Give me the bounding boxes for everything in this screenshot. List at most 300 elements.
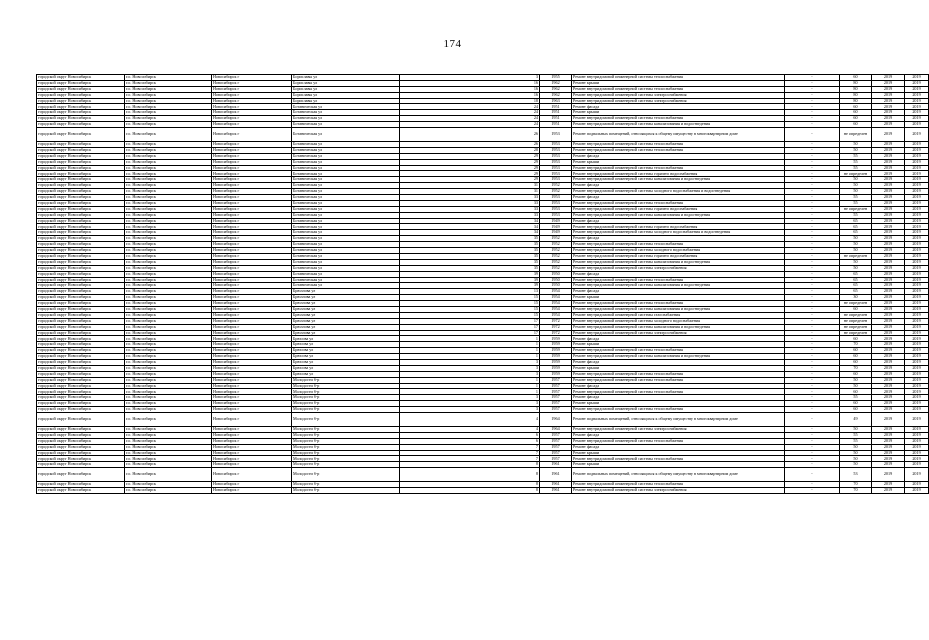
house-number-cell: 1 <box>400 354 540 360</box>
year-to-cell: 2019 <box>905 159 929 165</box>
house-number-cell: 35 <box>400 236 540 242</box>
year-to-cell: 2019 <box>905 295 929 301</box>
work-type-cell: Ремонт внутридомовой инженерной системы канализования и водоотведения <box>572 306 785 312</box>
year-to-cell: 2019 <box>905 200 929 206</box>
municipality-cell: г.о. Новосибирск <box>125 450 212 456</box>
municipality-cell: г.о. Новосибирск <box>125 342 212 348</box>
house-number-cell: 7 <box>400 456 540 462</box>
dash-cell: - <box>785 171 840 177</box>
city-cell: Новосибирск г <box>212 426 292 432</box>
year-to-cell: 2019 <box>905 171 929 177</box>
norm-cell: 60 <box>840 306 872 312</box>
year-to-cell: 2019 <box>905 365 929 371</box>
street-cell: Молодости б-р <box>292 401 400 407</box>
district-cell: городской округ Новосибирск <box>37 488 125 494</box>
norm-cell: не определен <box>840 330 872 336</box>
street-cell: Брюллова ул <box>292 318 400 324</box>
work-type-cell: Ремонт крыши <box>572 295 785 301</box>
house-number-cell: 1 <box>400 342 540 348</box>
street-cell: Молодости б-р <box>292 412 400 426</box>
municipality-cell: г.о. Новосибирск <box>125 171 212 177</box>
district-cell: городской округ Новосибирск <box>37 371 125 377</box>
year-from-cell: 2019 <box>872 354 905 360</box>
city-cell: Новосибирск г <box>212 401 292 407</box>
year-to-cell: 2019 <box>905 468 929 482</box>
build-year-cell: 1949 <box>540 218 572 224</box>
work-type-cell: Ремонт внутридомовой инженерной системы газоснабжения <box>572 312 785 318</box>
street-cell: Молодости б-р <box>292 488 400 494</box>
city-cell: Новосибирск г <box>212 271 292 277</box>
work-type-cell: Ремонт внутридомовой инженерной системы теплоснабжения <box>572 371 785 377</box>
work-type-cell: Ремонт внутридомовой инженерной системы холодного водоснабжения и водоотведения <box>572 230 785 236</box>
work-type-cell: Ремонт подвальных помещений, относящихся к общему имуществу в многоквартирном доме <box>572 128 785 142</box>
district-cell: городской округ Новосибирск <box>37 359 125 365</box>
work-type-cell: Ремонт внутридомовой инженерной системы горячего водоснабжения <box>572 206 785 212</box>
norm-cell: 60 <box>840 359 872 365</box>
build-year-cell: 1953 <box>540 128 572 142</box>
year-from-cell: 2019 <box>872 116 905 122</box>
work-type-cell: Ремонт внутридомовой инженерной системы теплоснабжения <box>572 482 785 488</box>
house-number-cell: 24 <box>400 116 540 122</box>
year-to-cell: 2019 <box>905 277 929 283</box>
year-from-cell: 2019 <box>872 104 905 110</box>
district-cell: городской округ Новосибирск <box>37 122 125 128</box>
city-cell: Новосибирск г <box>212 200 292 206</box>
street-cell: Ботаническая ул <box>292 230 400 236</box>
year-to-cell: 2019 <box>905 98 929 104</box>
district-cell: городской округ Новосибирск <box>37 318 125 324</box>
street-cell: Ботаническая ул <box>292 165 400 171</box>
norm-cell: 60 <box>840 401 872 407</box>
year-from-cell: 2019 <box>872 438 905 444</box>
municipality-cell: г.о. Новосибирск <box>125 224 212 230</box>
house-number-cell: 15 <box>400 295 540 301</box>
house-number-cell: 34 <box>400 230 540 236</box>
build-year-cell: 1953 <box>540 195 572 201</box>
build-year-cell: 1959 <box>540 342 572 348</box>
house-number-cell: 31 <box>400 189 540 195</box>
dash-cell: - <box>785 189 840 195</box>
district-cell: городской округ Новосибирск <box>37 312 125 318</box>
year-to-cell: 2019 <box>905 253 929 259</box>
norm-cell: 55 <box>840 395 872 401</box>
build-year-cell: 1953 <box>540 147 572 153</box>
dash-cell: - <box>785 318 840 324</box>
street-cell: Молодости б-р <box>292 444 400 450</box>
build-year-cell: 1959 <box>540 359 572 365</box>
city-cell: Новосибирск г <box>212 128 292 142</box>
norm-cell: не определен <box>840 171 872 177</box>
city-cell: Новосибирск г <box>212 359 292 365</box>
municipality-cell: г.о. Новосибирск <box>125 456 212 462</box>
house-number-cell: 29 <box>400 177 540 183</box>
year-from-cell: 2019 <box>872 407 905 413</box>
district-cell: городской округ Новосибирск <box>37 450 125 456</box>
municipality-cell: г.о. Новосибирск <box>125 482 212 488</box>
build-year-cell: 1957 <box>540 395 572 401</box>
norm-cell: 55 <box>840 432 872 438</box>
city-cell: Новосибирск г <box>212 80 292 86</box>
year-from-cell: 2019 <box>872 200 905 206</box>
city-cell: Новосибирск г <box>212 248 292 254</box>
year-from-cell: 2019 <box>872 395 905 401</box>
year-from-cell: 2019 <box>872 365 905 371</box>
build-year-cell: 1959 <box>540 371 572 377</box>
street-cell: Ботаническая ул <box>292 153 400 159</box>
city-cell: Новосибирск г <box>212 104 292 110</box>
year-from-cell: 2019 <box>872 259 905 265</box>
district-cell: городской округ Новосибирск <box>37 128 125 142</box>
norm-cell: 50 <box>840 426 872 432</box>
build-year-cell: 1953 <box>540 153 572 159</box>
municipality-cell: г.о. Новосибирск <box>125 110 212 116</box>
year-from-cell: 2019 <box>872 230 905 236</box>
municipality-cell: г.о. Новосибирск <box>125 306 212 312</box>
municipality-cell: г.о. Новосибирск <box>125 383 212 389</box>
municipality-cell: г.о. Новосибирск <box>125 271 212 277</box>
street-cell: Брюсова ул <box>292 371 400 377</box>
build-year-cell: 1959 <box>540 348 572 354</box>
year-to-cell: 2019 <box>905 456 929 462</box>
municipality-cell: г.о. Новосибирск <box>125 104 212 110</box>
street-cell: Ботаническая ул <box>292 283 400 289</box>
street-cell: Молодости б-р <box>292 456 400 462</box>
city-cell: Новосибирск г <box>212 224 292 230</box>
district-cell: городской округ Новосибирск <box>37 200 125 206</box>
build-year-cell: 1953 <box>540 212 572 218</box>
municipality-cell: г.о. Новосибирск <box>125 259 212 265</box>
street-cell: Бориславы ул <box>292 92 400 98</box>
district-cell: городской округ Новосибирск <box>37 456 125 462</box>
work-type-cell: Ремонт внутридомовой инженерной системы электроснабжения <box>572 92 785 98</box>
build-year-cell: 1953 <box>540 165 572 171</box>
year-to-cell: 2019 <box>905 110 929 116</box>
work-type-cell: Ремонт крыши <box>572 365 785 371</box>
year-from-cell: 2019 <box>872 318 905 324</box>
street-cell: Ботаническая ул <box>292 277 400 283</box>
dash-cell: - <box>785 432 840 438</box>
municipality-cell: г.о. Новосибирск <box>125 438 212 444</box>
year-to-cell: 2019 <box>905 395 929 401</box>
house-number-cell: 3 <box>400 359 540 365</box>
house-number-cell: 13 <box>400 289 540 295</box>
year-to-cell: 2019 <box>905 371 929 377</box>
work-type-cell: Ремонт внутридомовой инженерной системы холодного водоснабжения <box>572 248 785 254</box>
district-cell: городской округ Новосибирск <box>37 153 125 159</box>
year-from-cell: 2019 <box>872 189 905 195</box>
build-year-cell: 1957 <box>540 389 572 395</box>
dash-cell: - <box>785 444 840 450</box>
work-type-cell: Ремонт фасада <box>572 395 785 401</box>
build-year-cell: 1961 <box>540 482 572 488</box>
dash-cell: - <box>785 98 840 104</box>
street-cell: Бориславы ул <box>292 86 400 92</box>
municipality-cell: г.о. Новосибирск <box>125 189 212 195</box>
dash-cell: - <box>785 248 840 254</box>
dash-cell: - <box>785 177 840 183</box>
dash-cell: - <box>785 183 840 189</box>
city-cell: Новосибирск г <box>212 432 292 438</box>
year-from-cell: 2019 <box>872 283 905 289</box>
municipality-cell: г.о. Новосибирск <box>125 165 212 171</box>
norm-cell: 65 <box>840 271 872 277</box>
city-cell: Новосибирск г <box>212 377 292 383</box>
house-number-cell: 35 <box>400 248 540 254</box>
year-to-cell: 2019 <box>905 289 929 295</box>
district-cell: городской округ Новосибирск <box>37 444 125 450</box>
norm-cell: 50 <box>840 189 872 195</box>
city-cell: Новосибирск г <box>212 482 292 488</box>
city-cell: Новосибирск г <box>212 212 292 218</box>
year-from-cell: 2019 <box>872 312 905 318</box>
build-year-cell: 1952 <box>540 253 572 259</box>
dash-cell: - <box>785 265 840 271</box>
year-from-cell: 2019 <box>872 206 905 212</box>
build-year-cell: 1951 <box>540 116 572 122</box>
norm-cell: 55 <box>840 165 872 171</box>
dash-cell: - <box>785 218 840 224</box>
dash-cell: - <box>785 365 840 371</box>
build-year-cell: 1954 <box>540 295 572 301</box>
build-year-cell: 1954 <box>540 301 572 307</box>
street-cell: Брюллова ул <box>292 295 400 301</box>
street-cell: Молодости б-р <box>292 432 400 438</box>
municipality-cell: г.о. Новосибирск <box>125 128 212 142</box>
work-type-cell: Ремонт внутридомовой инженерной системы электроснабжения <box>572 265 785 271</box>
city-cell: Новосибирск г <box>212 336 292 342</box>
municipality-cell: г.о. Новосибирск <box>125 365 212 371</box>
work-type-cell: Ремонт фасада <box>572 359 785 365</box>
dash-cell: - <box>785 342 840 348</box>
municipality-cell: г.о. Новосибирск <box>125 444 212 450</box>
street-cell: Молодости б-р <box>292 468 400 482</box>
house-number-cell: 3 <box>400 401 540 407</box>
house-number-cell: 28 <box>400 147 540 153</box>
year-from-cell: 2019 <box>872 242 905 248</box>
city-cell: Новосибирск г <box>212 230 292 236</box>
district-cell: городской округ Новосибирск <box>37 342 125 348</box>
work-type-cell: Ремонт внутридомовой инженерной системы теплоснабжения <box>572 200 785 206</box>
norm-cell: 50 <box>840 142 872 148</box>
year-to-cell: 2019 <box>905 122 929 128</box>
norm-cell: 60 <box>840 122 872 128</box>
district-cell: городской округ Новосибирск <box>37 407 125 413</box>
norm-cell: не определен <box>840 318 872 324</box>
build-year-cell: 1953 <box>540 206 572 212</box>
norm-cell: 55 <box>840 153 872 159</box>
municipality-cell: г.о. Новосибирск <box>125 230 212 236</box>
city-cell: Новосибирск г <box>212 98 292 104</box>
city-cell: Новосибирск г <box>212 86 292 92</box>
build-year-cell: 1962 <box>540 80 572 86</box>
city-cell: Новосибирск г <box>212 306 292 312</box>
district-cell: городской округ Новосибирск <box>37 212 125 218</box>
district-cell: городской округ Новосибирск <box>37 468 125 482</box>
year-from-cell: 2019 <box>872 324 905 330</box>
street-cell: Ботаническая ул <box>292 200 400 206</box>
street-cell: Ботаническая ул <box>292 265 400 271</box>
municipality-cell: г.о. Новосибирск <box>125 371 212 377</box>
house-number-cell: 7 <box>400 450 540 456</box>
house-number-cell: 33 <box>400 195 540 201</box>
city-cell: Новосибирск г <box>212 165 292 171</box>
street-cell: Брюллова ул <box>292 312 400 318</box>
district-cell: городской округ Новосибирск <box>37 195 125 201</box>
municipality-cell: г.о. Новосибирск <box>125 159 212 165</box>
year-from-cell: 2019 <box>872 153 905 159</box>
house-number-cell: 35 <box>400 253 540 259</box>
norm-cell: 55 <box>840 159 872 165</box>
district-cell: городской округ Новосибирск <box>37 177 125 183</box>
city-cell: Новосибирск г <box>212 242 292 248</box>
year-to-cell: 2019 <box>905 128 929 142</box>
year-to-cell: 2019 <box>905 444 929 450</box>
city-cell: Новосибирск г <box>212 159 292 165</box>
district-cell: городской округ Новосибирск <box>37 330 125 336</box>
work-type-cell: Ремонт внутридомовой инженерной системы теплоснабжения <box>572 75 785 81</box>
build-year-cell: 1952 <box>540 242 572 248</box>
norm-cell: 50 <box>840 236 872 242</box>
build-year-cell: 1957 <box>540 438 572 444</box>
municipality-cell: г.о. Новосибирск <box>125 212 212 218</box>
norm-cell: 50 <box>840 444 872 450</box>
work-type-cell: Ремонт фасада <box>572 104 785 110</box>
street-cell: Ботаническая ул <box>292 177 400 183</box>
district-cell: городской округ Новосибирск <box>37 301 125 307</box>
dash-cell: - <box>785 165 840 171</box>
municipality-cell: г.о. Новосибирск <box>125 401 212 407</box>
housing-repair-table <box>36 74 929 494</box>
district-cell: городской округ Новосибирск <box>37 462 125 468</box>
build-year-cell: 1957 <box>540 432 572 438</box>
work-type-cell: Ремонт фасада <box>572 271 785 277</box>
build-year-cell: 1953 <box>540 200 572 206</box>
dash-cell: - <box>785 224 840 230</box>
district-cell: городской округ Новосибирск <box>37 324 125 330</box>
norm-cell: 60 <box>840 116 872 122</box>
build-year-cell: 1959 <box>540 365 572 371</box>
house-number-cell: 1 <box>400 348 540 354</box>
dash-cell: - <box>785 306 840 312</box>
house-number-cell: 24 <box>400 122 540 128</box>
house-number-cell: 4 <box>400 412 540 426</box>
district-cell: городской округ Новосибирск <box>37 230 125 236</box>
year-to-cell: 2019 <box>905 92 929 98</box>
year-to-cell: 2019 <box>905 218 929 224</box>
work-type-cell: Ремонт внутридомовой инженерной системы теплоснабжения <box>572 456 785 462</box>
district-cell: городской округ Новосибирск <box>37 389 125 395</box>
work-type-cell: Ремонт внутридомовой инженерной системы канализования и водоотведения <box>572 122 785 128</box>
year-to-cell: 2019 <box>905 450 929 456</box>
work-type-cell: Ремонт внутридомовой инженерной системы теплоснабжения <box>572 242 785 248</box>
city-cell: Новосибирск г <box>212 253 292 259</box>
city-cell: Новосибирск г <box>212 183 292 189</box>
dash-cell: - <box>785 456 840 462</box>
year-to-cell: 2019 <box>905 383 929 389</box>
build-year-cell: 1959 <box>540 354 572 360</box>
year-to-cell: 2019 <box>905 462 929 468</box>
work-type-cell: Ремонт крыши <box>572 110 785 116</box>
work-type-cell: Ремонт фасада <box>572 444 785 450</box>
year-to-cell: 2019 <box>905 165 929 171</box>
norm-cell: 50 <box>840 259 872 265</box>
street-cell: Ботаническая ул <box>292 253 400 259</box>
year-to-cell: 2019 <box>905 271 929 277</box>
street-cell: Ботаническая ул <box>292 242 400 248</box>
district-cell: городской округ Новосибирск <box>37 159 125 165</box>
city-cell: Новосибирск г <box>212 259 292 265</box>
district-cell: городской округ Новосибирск <box>37 377 125 383</box>
city-cell: Новосибирск г <box>212 75 292 81</box>
year-from-cell: 2019 <box>872 147 905 153</box>
municipality-cell: г.о. Новосибирск <box>125 116 212 122</box>
year-to-cell: 2019 <box>905 359 929 365</box>
build-year-cell: 1955 <box>540 75 572 81</box>
house-number-cell: 8 <box>400 488 540 494</box>
year-from-cell: 2019 <box>872 236 905 242</box>
dash-cell: - <box>785 295 840 301</box>
dash-cell: - <box>785 159 840 165</box>
street-cell: Ботаническая ул <box>292 171 400 177</box>
municipality-cell: г.о. Новосибирск <box>125 468 212 482</box>
year-to-cell: 2019 <box>905 426 929 432</box>
city-cell: Новосибирск г <box>212 456 292 462</box>
municipality-cell: г.о. Новосибирск <box>125 301 212 307</box>
norm-cell: 50 <box>840 183 872 189</box>
city-cell: Новосибирск г <box>212 450 292 456</box>
dash-cell: - <box>785 407 840 413</box>
norm-cell: 80 <box>840 98 872 104</box>
municipality-cell: г.о. Новосибирск <box>125 312 212 318</box>
district-cell: городской округ Новосибирск <box>37 104 125 110</box>
build-year-cell: 1953 <box>540 142 572 148</box>
year-from-cell: 2019 <box>872 482 905 488</box>
dash-cell: - <box>785 153 840 159</box>
year-from-cell: 2019 <box>872 75 905 81</box>
build-year-cell: 1961 <box>540 462 572 468</box>
build-year-cell: 1962 <box>540 92 572 98</box>
year-to-cell: 2019 <box>905 283 929 289</box>
street-cell: Ботаническая ул <box>292 128 400 142</box>
year-to-cell: 2019 <box>905 330 929 336</box>
street-cell: Ботаническая ул <box>292 116 400 122</box>
district-cell: городской округ Новосибирск <box>37 365 125 371</box>
city-cell: Новосибирск г <box>212 277 292 283</box>
dash-cell: - <box>785 301 840 307</box>
dash-cell: - <box>785 354 840 360</box>
norm-cell: 50 <box>840 242 872 248</box>
municipality-cell: г.о. Новосибирск <box>125 200 212 206</box>
year-to-cell: 2019 <box>905 224 929 230</box>
year-to-cell: 2019 <box>905 242 929 248</box>
house-number-cell: 17 <box>400 318 540 324</box>
street-cell: Молодости б-р <box>292 383 400 389</box>
city-cell: Новосибирск г <box>212 142 292 148</box>
house-number-cell: 16 <box>400 86 540 92</box>
year-from-cell: 2019 <box>872 359 905 365</box>
table-row <box>37 128 929 142</box>
work-type-cell: Ремонт фасада <box>572 195 785 201</box>
municipality-cell: г.о. Новосибирск <box>125 80 212 86</box>
norm-cell: не определен <box>840 312 872 318</box>
street-cell: Ботаническая ул <box>292 159 400 165</box>
municipality-cell: г.о. Новосибирск <box>125 122 212 128</box>
norm-cell: 65 <box>840 283 872 289</box>
municipality-cell: г.о. Новосибирск <box>125 389 212 395</box>
dash-cell: - <box>785 289 840 295</box>
norm-cell: не определен <box>840 301 872 307</box>
build-year-cell: 1964 <box>540 426 572 432</box>
